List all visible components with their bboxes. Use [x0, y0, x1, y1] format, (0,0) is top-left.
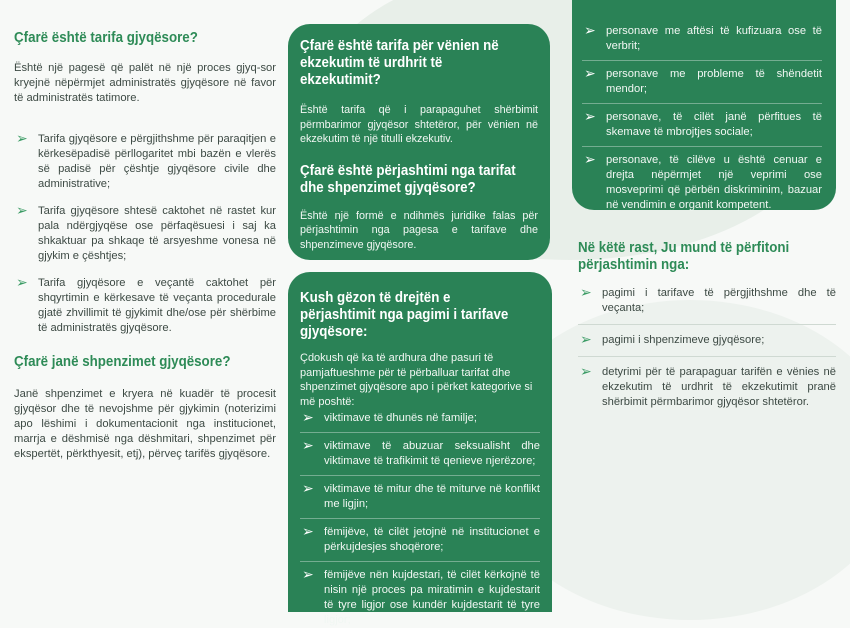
heading-court-fee: Çfarë është tarifa gjyqësore? — [14, 30, 198, 46]
arrow-icon: ➢ — [584, 22, 596, 38]
divider — [578, 356, 836, 357]
heading-enforcement-fee: Çfarë është tarifa për vënien në ekzekutim të urdhrit të ekzekutimit? — [300, 38, 499, 88]
list-item: ➢ personave, të cilët janë përfitues të skemave të mbrojtjes sociale; — [584, 108, 822, 138]
list-item: ➢ Tarifa gjyqësore e veçantë caktohet për shqyrtimin e kërkesave të veçanta procedurale gjatë zhvillimit të gjykimit dhe/ose për shërbime të administratës gjyqësore. — [16, 274, 276, 334]
court-fee-definition: Është një pagesë që palët në një proces gjyq-sor kryejnë nëpërmjet administratës gjyqësore në favor të administratës tatimore. — [14, 62, 276, 104]
eligibility-intro: Çdokush që ka të ardhura dhe pasuri të pamjaftueshme për të përballuar tarifat dhe shpenzimet gjyqësore apo i përket kategorive si më poshtë: — [300, 352, 533, 408]
list-item: ➢ viktimave të abuzuar seksualisht dhe viktimave të trafikimit të qenieve njerëzore; — [302, 437, 540, 467]
right-column-lower — [578, 240, 836, 410]
eligible-categories-list-continued — [572, 0, 836, 213]
arrow-icon: ➢ — [584, 108, 596, 124]
eligible-categories-list — [300, 411, 540, 628]
list-item: ➢ Tarifa gjyqësore e përgjithshme për paraqitjen e kërkesëpadisë përllogaritet mbi bazën e vlerës së padisë për çështje gjyqësore civile dhe administrative; — [16, 130, 276, 190]
list-item: ➢ personave, të cilëve u është cenuar e drejta nëpërmjet një veprimi ose mosveprimi që përbën diskriminim, bazuar në vendimin e organit kompetent. — [584, 151, 822, 211]
list-item: ➢ fëmijëve nën kujdestari, të cilët kërkojnë të nisin një proces pa miratimin e kujdestarit të tyre ligjor ose kundër kujdestarit të tyre ligjor; — [302, 566, 540, 626]
left-column — [14, 30, 276, 462]
heading-eligibility: Kush gëzon të drejtën e përjashtimit nga pagimi i tarifave gjyqësore: — [300, 290, 509, 340]
arrow-icon: ➢ — [302, 437, 314, 453]
arrow-icon: ➢ — [302, 523, 314, 539]
list-item: ➢ personave me aftësi të kufizuara ose të verbrit; — [584, 22, 822, 52]
court-expenses-definition: Janë shpenzimet e kryera në kuadër të procesit gjyqësor dhe të nevojshme për gjykimin (noterizimi apo lëshimi i dokumentacionit nga institucionet, marrja e dëshmisë nga dëshmitari, shpenzimet për ekspertët, përkthyesit, etj), përveç tarifës gjyqësore. — [14, 388, 276, 460]
arrow-icon: ➢ — [584, 65, 596, 81]
list-item: ➢ Tarifa gjyqësore shtesë caktohet në rastet kur pala ndërgjyqëse ose përfaqësuesi i saj ka shkaktuar pa shkaqe të arsyeshme vonesa në gjykim e çështjes; — [16, 202, 276, 262]
arrow-icon: ➢ — [580, 331, 592, 347]
arrow-icon: ➢ — [302, 480, 314, 496]
divider — [300, 518, 540, 519]
list-item: ➢ viktimave të dhunës në familje; — [302, 409, 477, 425]
info-box-enforcement — [288, 24, 550, 260]
list-item: ➢ personave me probleme të shëndetit mendor; — [584, 65, 822, 95]
arrow-icon: ➢ — [302, 566, 314, 582]
list-item: ➢ pagimi i shpenzimeve gjyqësore; — [580, 331, 765, 347]
list-item: ➢ fëmijëve, të cilët jetojnë në institucionet e përkujdesjes shoqërore; — [302, 523, 540, 553]
divider — [582, 103, 822, 104]
divider — [578, 324, 836, 325]
exemption-benefits-list — [578, 286, 836, 410]
divider — [582, 146, 822, 147]
divider — [300, 432, 540, 433]
heading-exemption: Çfarë është përjashtimi nga tarifat dhe shpenzimet gjyqësore? — [300, 162, 516, 196]
divider — [582, 60, 822, 61]
exemption-definition: Është një formë e ndihmës juridike falas për përjashtimin nga pagesa e tarifave dhe shpenzimeve gjyqësore. — [300, 209, 538, 251]
list-item: ➢ viktimave të mitur dhe të miturve në konflikt me ligjin; — [302, 480, 540, 510]
arrow-icon: ➢ — [16, 202, 28, 218]
fee-types-list — [14, 132, 276, 336]
heading-exemption-benefits: Në këtë rast, Ju mund të përfitoni përjashtimin nga: — [578, 240, 790, 273]
arrow-icon: ➢ — [584, 151, 596, 167]
arrow-icon: ➢ — [16, 130, 28, 146]
divider — [300, 475, 540, 476]
divider — [300, 561, 540, 562]
enforcement-fee-definition: Është tarifa që i parapaguhet shërbimit përmbarimor gjyqësor shtetëror, për vënien në ekzekutim të një titulli ekzekutiv. — [300, 104, 538, 145]
arrow-icon: ➢ — [302, 409, 314, 425]
heading-court-expenses: Çfarë janë shpenzimet gjyqësore? — [14, 354, 231, 370]
arrow-icon: ➢ — [16, 274, 28, 290]
list-item: ➢ pagimi i tarifave të përgjithshme dhe të veçanta; — [580, 284, 836, 314]
info-box-categories-continued — [572, 0, 836, 210]
arrow-icon: ➢ — [580, 363, 592, 379]
list-item: ➢ detyrimi për të parapaguar tarifën e vënies në ekzekutim të urdhrit të ekzekutimit pranë shërbimit përmbarimor gjyqësor shtetëror. — [580, 363, 836, 408]
arrow-icon: ➢ — [580, 284, 592, 300]
info-box-eligibility — [288, 272, 552, 626]
